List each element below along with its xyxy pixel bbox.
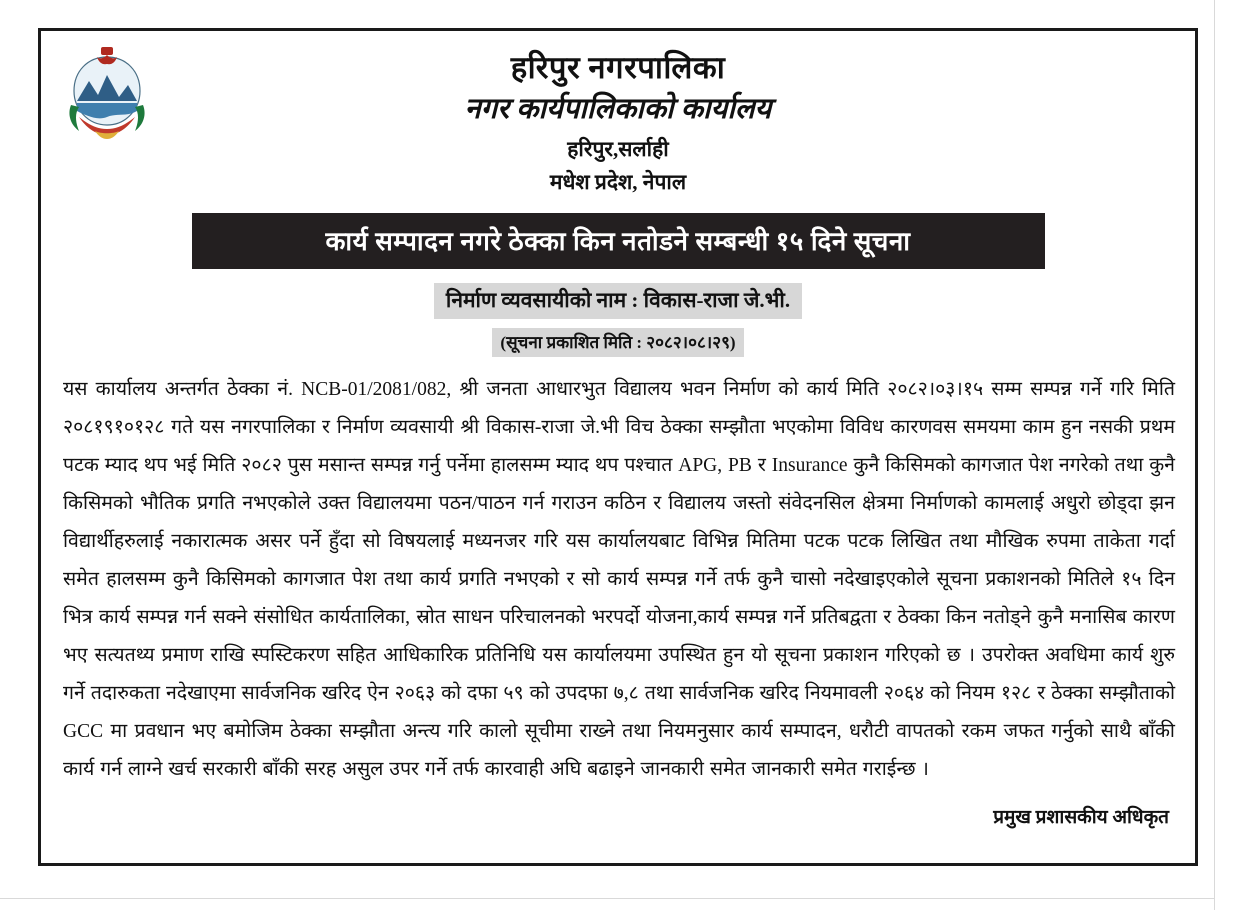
notice-body-text: यस कार्यालय अन्तर्गत ठेक्का नं. NCB-01/2081/082, श्री जनता आधारभुत विद्यालय भवन निर्माण को कार्य मिति २०८२।०३।१५ सम्म सम्पन्न गर्ने गरि मिति २०८१९१०१२८ गते यस नगरपालिका र निर्माण व्यवसायी श्री विकास-राजा जे.भी विच ठेक्का सम्झौता भएकोमा विविध कारणवस समयमा काम हुन नसकी प्रथम पटक म्याद थप भई मिति २०८२ पुस मसान्त सम्पन्न गर्नु पर्नेमा हालसम्म म्याद थप पश्चात APG, PB र Insurance कुनै किसिमको कागजात पेश नगरेको तथा कुनै किसिमको भौतिक प्रगति नभएकोले उक्त विद्यालयमा पठन/पाठन गर्न गराउन कठिन र विद्यालय जस्तो संवेदनसिल क्षेत्रमा निर्माणको कामलाई अधुरो छोड्दा झन विद्यार्थीहरुलाई नकारात्मक असर पर्ने हुँदा सो विषयलाई मध्यनजर गरि यस कार्यालयबाट विभिन्न मितिमा पटक पटक लिखित तथा मौखिक रुपमा ताकेता गर्दा समेत हालसम्म कुनै किसिमको कागजात पेश तथा कार्य प्रगति नभएको र सो कार्य सम्पन्न गर्ने तर्फ कुनै चासो नदेखाइएकोले सूचना प्रकाशनको मितिले १५ दिन भित्र कार्य सम्पन्न गर्न सक्ने संसोधित कार्यतालिका, स्रोत साधन परिचालनको भरपर्दो योजना,कार्य सम्पन्न गर्ने प्रतिबद्वता र ठेक्का किन नतोड्ने कुनै मनासिब कारण भए सत्यतथ्य प्रमाण राखि स्पस्टिकरण सहित आधिकारिक प्रतिनिधि यस कार्यालयमा उपस्थित हुन यो सूचना प्रकाशन गरिएको छ । उपरोक्त अवधिमा कार्य शुरु गर्ने तदारुकता नदेखाएमा सार्वजनिक खरिद ऐन २०६३ को दफा ५९ को उपदफा ७,८ तथा सार्वजनिक खरिद नियमावली २०६४ को नियम १२८ र ठेक्का सम्झौताको GCC मा प्रवधान भए बमोजिम ठेक्का सम्झौता अन्त्य गरि कालो सूचीमा राख्ने तथा नियमनुसार कार्य सम्पादन, धरौटी वापतको रकम जफत गर्नुको साथै बाँकी कार्य गर्न लाग्ने खर्च सरकारी बाँकी सरह असुल उपर गर्ने तर्फ कारवाही अघि बढाइने जानकारी समेत जानकारी समेत गराईन्छ । (63, 378, 1175, 780)
notice-title-banner: कार्य सम्पादन नगरे ठेक्का किन नतोडने सम्बन्धी १५ दिने सूचना (192, 213, 1045, 269)
page-bottom-divider (0, 898, 1214, 899)
municipality-name: हरिपुर नगरपालिका (510, 50, 726, 85)
office-name: नगर कार्यपालिकाको कार्यालय (464, 92, 772, 125)
office-place: हरिपुर,सर्लाही (567, 137, 669, 162)
signatory-title: प्रमुख प्रशासकीय अधिकृत (993, 806, 1169, 828)
nepal-government-emblem-icon (65, 45, 149, 141)
page-right-divider (1214, 0, 1215, 910)
office-province: मधेश प्रदेश, नेपाल (549, 170, 687, 195)
notice-frame (38, 28, 1198, 866)
publish-date-line: (सूचना प्रकाशित मिति : २०८२।०८।२९) (492, 328, 743, 357)
contractor-name-line: निर्माण व्यवसायीको नाम : विकास-राजा जे.भी. (434, 283, 802, 319)
document-header (55, 41, 1181, 199)
